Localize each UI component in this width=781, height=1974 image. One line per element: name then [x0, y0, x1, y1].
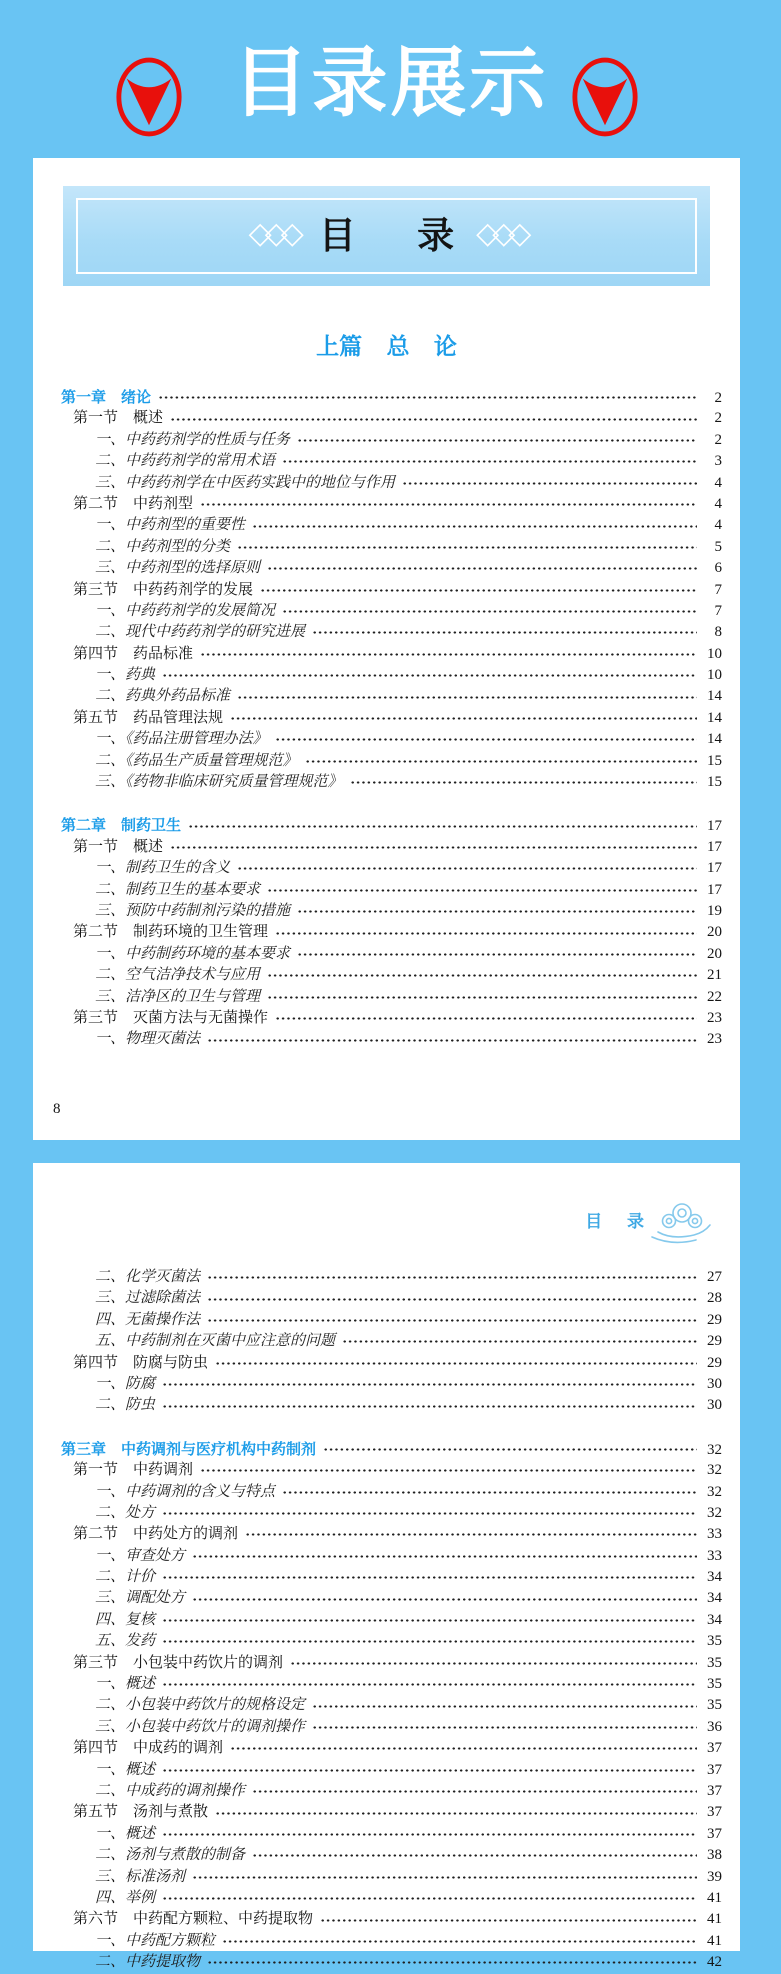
toc-leader-dots — [162, 1639, 697, 1644]
toc-entry — [33, 1288, 722, 1309]
toc-entry — [33, 1310, 722, 1331]
toc-leader-dots — [297, 952, 697, 957]
toc-entry-title: 一、中药调剂的含义与特点 — [95, 1483, 276, 1500]
toc-entry — [33, 1717, 722, 1738]
diamond-ornament-right-icon: ◇◇◇ — [476, 216, 525, 251]
toc-leader-dots — [158, 395, 697, 400]
toc-entry — [33, 1588, 722, 1609]
toc-leader-dots — [245, 1532, 697, 1537]
toc-entry — [33, 965, 722, 986]
toc-entry — [33, 1845, 722, 1866]
toc-leader-dots — [192, 1875, 697, 1880]
toc-entry — [33, 1674, 722, 1695]
toc-header-box — [63, 186, 710, 286]
toc-entry-page: 5 — [714, 538, 722, 555]
folio-page-number: 8 — [53, 1101, 61, 1117]
banner-title: 目录展示 — [232, 42, 549, 126]
toc-entry-page: 37 — [707, 1804, 722, 1821]
toc-entry-title: 一、制药卫生的含义 — [95, 860, 231, 877]
toc-entry-title: 第三节 灭菌方法与无菌操作 — [73, 1009, 269, 1026]
toc-entry — [33, 858, 722, 879]
toc-entry-page: 7 — [714, 581, 722, 598]
toc-entry — [33, 1653, 722, 1674]
toc-entry-page: 33 — [707, 1547, 722, 1564]
toc-entry — [33, 944, 722, 965]
toc-entry — [33, 1546, 722, 1567]
toc-list-page2 — [33, 1267, 740, 1974]
toc-leader-dots — [275, 1016, 697, 1021]
toc-leader-dots — [237, 545, 697, 550]
toc-entry — [33, 622, 722, 643]
toc-entry-title: 第一节 概述 — [73, 410, 164, 427]
toc-leader-dots — [267, 888, 697, 893]
toc-leader-dots — [207, 1038, 697, 1043]
toc-entry-title: 一、中药制药环境的基本要求 — [95, 945, 291, 962]
toc-entry-title: 二、《药品生产质量管理规范》 — [95, 752, 298, 769]
toc-entry-title: 一、防腐 — [95, 1375, 156, 1392]
toc-leader-dots — [162, 673, 697, 678]
toc-leader-dots — [282, 1490, 697, 1495]
toc-leader-dots — [215, 1361, 697, 1366]
toc-entry-page: 39 — [707, 1868, 722, 1885]
toc-leader-dots — [260, 588, 697, 593]
toc-entry-title: 二、处方 — [95, 1504, 156, 1521]
toc-leader-dots — [237, 866, 697, 871]
running-header — [33, 1195, 740, 1243]
toc-entry-title: 二、小包装中药饮片的规格设定 — [95, 1697, 306, 1714]
toc-leader-dots — [275, 931, 697, 936]
toc-leader-dots — [207, 1318, 697, 1323]
toc-entry-title: 一、概述 — [95, 1676, 156, 1693]
toc-entry-page: 7 — [714, 602, 722, 619]
toc-entry-title: 三、过滤除菌法 — [95, 1290, 201, 1307]
toc-entry-page: 29 — [707, 1311, 722, 1328]
toc-entry-page: 10 — [707, 645, 722, 662]
toc-leader-dots — [230, 1746, 697, 1751]
toc-leader-dots — [192, 1597, 697, 1602]
toc-leader-dots — [320, 1918, 697, 1923]
toc-entry-page: 35 — [707, 1697, 722, 1714]
toc-entry-title: 二、中药药剂学的常用术语 — [95, 453, 276, 470]
toc-entry — [33, 1888, 722, 1909]
toc-entry-title: 三、小包装中药饮片的调剂操作 — [95, 1718, 306, 1735]
toc-entry — [33, 1331, 722, 1352]
toc-entry-page: 28 — [707, 1290, 722, 1307]
toc-entry — [33, 494, 722, 515]
toc-entry-title: 一、药典 — [95, 667, 156, 684]
toc-entry-page: 22 — [707, 988, 722, 1005]
toc-entry-title: 四、复核 — [95, 1611, 156, 1628]
toc-leader-dots — [162, 1575, 697, 1580]
toc-entry-title: 三、预防中药制剂污染的措施 — [95, 902, 291, 919]
toc-leader-dots — [188, 824, 697, 829]
toc-entry — [33, 1567, 722, 1588]
toc-entry-page: 38 — [707, 1847, 722, 1864]
toc-entry-title: 三、标准汤剂 — [95, 1868, 186, 1885]
toc-entry — [33, 537, 722, 558]
toc-entry-page: 37 — [707, 1825, 722, 1842]
toc-entry-page: 34 — [707, 1569, 722, 1586]
toc-entry — [33, 1867, 722, 1888]
toc-entry-page: 32 — [707, 1441, 722, 1458]
toc-leader-dots — [192, 1554, 697, 1559]
toc-entry-title: 第一章 绪论 — [61, 389, 152, 406]
toc-entry — [33, 880, 722, 901]
toc-entry-title: 第一节 中药调剂 — [73, 1462, 194, 1479]
toc-entry — [33, 1029, 722, 1050]
toc-entry-page: 35 — [707, 1633, 722, 1650]
toc-leader-dots — [200, 1468, 697, 1473]
toc-entry — [33, 1695, 722, 1716]
toc-entry — [33, 1524, 722, 1545]
toc-entry — [33, 751, 722, 772]
toc-entry-page: 23 — [707, 1009, 722, 1026]
toc-entry — [33, 1909, 722, 1930]
toc-entry-title: 一、概述 — [95, 1761, 156, 1778]
toc-entry-page: 36 — [707, 1718, 722, 1735]
toc-leader-dots — [312, 1704, 697, 1709]
toc-entry — [33, 901, 722, 922]
toc-leader-dots — [162, 1404, 697, 1409]
toc-leader-dots — [402, 481, 697, 486]
toc-entry — [33, 515, 722, 536]
toc-entry-page: 17 — [707, 838, 722, 855]
toc-entry-title: 二、防虫 — [95, 1397, 156, 1414]
toc-leader-dots — [252, 1789, 697, 1794]
toc-entry — [33, 1760, 722, 1781]
toc-entry-page: 37 — [707, 1782, 722, 1799]
toc-leader-dots — [162, 1896, 697, 1901]
toc-entry-title: 二、药典外药品标准 — [95, 688, 231, 705]
toc-leader-dots — [267, 995, 697, 1000]
toc-entry-page: 41 — [707, 1889, 722, 1906]
toc-entry-page: 14 — [707, 688, 722, 705]
toc-entry — [33, 1952, 722, 1973]
toc-leader-dots — [207, 1275, 697, 1280]
toc-entry-page: 29 — [707, 1333, 722, 1350]
toc-entry-page: 34 — [707, 1611, 722, 1628]
part-heading: 上篇 总 论 — [316, 333, 457, 359]
toc-entry-title: 二、汤剂与煮散的制备 — [95, 1847, 246, 1864]
toc-leader-dots — [282, 609, 697, 614]
toc-entry — [33, 387, 722, 408]
toc-leader-dots — [237, 695, 697, 700]
toc-leader-dots — [323, 1447, 697, 1452]
toc-leader-dots — [215, 1811, 697, 1816]
toc-entry — [33, 1482, 722, 1503]
toc-entry-title: 一、《药品注册管理办法》 — [95, 731, 268, 748]
toc-entry — [33, 729, 722, 750]
toc-leader-dots — [267, 973, 697, 978]
toc-entry-title: 二、制药卫生的基本要求 — [95, 881, 261, 898]
toc-entry-title: 第五节 药品管理法规 — [73, 709, 224, 726]
toc-entry-page: 41 — [707, 1932, 722, 1949]
toc-entry-title: 第三节 小包装中药饮片的调剂 — [73, 1654, 284, 1671]
toc-entry-title: 三、《药物非临床研究质量管理规范》 — [95, 774, 343, 791]
toc-entry-title: 第一节 概述 — [73, 838, 164, 855]
toc-entry-page: 29 — [707, 1354, 722, 1371]
toc-leader-dots — [222, 1939, 697, 1944]
toc-leader-dots — [312, 1725, 697, 1730]
toc-leader-dots — [207, 1297, 697, 1302]
toc-leader-dots — [305, 759, 697, 764]
toc-entry-title: 第三节 中药药剂学的发展 — [73, 581, 254, 598]
toc-entry-page: 14 — [707, 709, 722, 726]
toc-entry-page: 2 — [714, 410, 722, 427]
toc-entry — [33, 408, 722, 429]
toc-entry-page: 19 — [707, 902, 722, 919]
toc-entry — [33, 1738, 722, 1759]
toc-entry-title: 四、无菌操作法 — [95, 1311, 201, 1328]
toc-entry-title: 第四节 防腐与防虫 — [73, 1354, 209, 1371]
toc-leader-dots — [162, 1832, 697, 1837]
toc-entry-page: 17 — [707, 818, 722, 835]
toc-leader-dots — [350, 780, 697, 785]
toc-leader-dots — [252, 524, 697, 529]
toc-leader-dots — [200, 502, 697, 507]
toc-entry — [33, 686, 722, 707]
toc-entry-title: 二、中药剂型的分类 — [95, 538, 231, 555]
toc-entry — [33, 922, 722, 943]
toc-entry-title: 五、发药 — [95, 1633, 156, 1650]
toc-entry — [33, 601, 722, 622]
toc-entry — [33, 772, 722, 793]
toc-page-title: 目 录 — [318, 215, 455, 257]
banner — [0, 0, 781, 158]
running-header-title: 目 录 — [585, 1211, 644, 1231]
down-arrow-badge-icon — [570, 54, 640, 140]
toc-entry-page: 2 — [714, 431, 722, 448]
toc-entry-page: 21 — [707, 967, 722, 984]
toc-entry-page: 27 — [707, 1269, 722, 1285]
toc-entry-title: 二、中药提取物 — [95, 1954, 201, 1971]
toc-entry — [33, 815, 722, 836]
toc-entry-page: 30 — [707, 1375, 722, 1392]
toc-entry-title: 一、概述 — [95, 1825, 156, 1842]
toc-entry-page: 17 — [707, 881, 722, 898]
toc-entry — [33, 708, 722, 729]
toc-entry — [33, 580, 722, 601]
toc-entry — [33, 644, 722, 665]
toc-entry-title: 一、中药剂型的重要性 — [95, 517, 246, 534]
toc-entry-page: 41 — [707, 1911, 722, 1928]
toc-entry-page: 35 — [707, 1676, 722, 1693]
toc-entry — [33, 1374, 722, 1395]
toc-entry-title: 第二节 中药剂型 — [73, 495, 194, 512]
toc-leader-dots — [275, 737, 697, 742]
toc-entry-page: 10 — [707, 667, 722, 684]
toc-leader-dots — [207, 1960, 697, 1965]
toc-entry-title: 五、中药制剂在灭菌中应注意的问题 — [95, 1333, 336, 1350]
toc-entry-title: 三、洁净区的卫生与管理 — [95, 988, 261, 1005]
toc-entry-page: 32 — [707, 1483, 722, 1500]
toc-entry-title: 一、审查处方 — [95, 1547, 186, 1564]
toc-entry — [33, 1267, 722, 1288]
toc-leader-dots — [290, 1661, 697, 1666]
toc-entry-page: 37 — [707, 1740, 722, 1757]
toc-page-1 — [33, 158, 740, 1140]
toc-entry — [33, 558, 722, 579]
toc-entry — [33, 1460, 722, 1481]
toc-entry — [33, 1008, 722, 1029]
toc-entry — [33, 1439, 722, 1460]
toc-entry-title: 第三章 中药调剂与医疗机构中药制剂 — [61, 1440, 317, 1458]
toc-entry — [33, 1395, 722, 1416]
toc-leader-dots — [282, 459, 697, 464]
toc-entry-title: 一、中药药剂学的性质与任务 — [95, 431, 291, 448]
toc-header-box-inner — [76, 198, 697, 274]
toc-entry-page: 35 — [707, 1654, 722, 1671]
toc-entry-title: 一、中药药剂学的发展简况 — [95, 602, 276, 619]
toc-entry-title: 二、空气洁净技术与应用 — [95, 967, 261, 984]
toc-entry-title: 二、计价 — [95, 1569, 156, 1586]
toc-entry — [33, 430, 722, 451]
toc-entry-page: 2 — [714, 390, 722, 406]
toc-leader-dots — [162, 1618, 697, 1623]
toc-entry-title: 第四节 中成药的调剂 — [73, 1740, 224, 1757]
toc-entry-page: 33 — [707, 1526, 722, 1543]
cloud-ornament-icon — [648, 1199, 714, 1247]
toc-leader-dots — [230, 716, 697, 721]
toc-entry — [33, 1631, 722, 1652]
toc-entry-title: 第二章 制药卫生 — [61, 817, 182, 835]
toc-entry — [33, 1802, 722, 1823]
toc-entry-page: 4 — [714, 517, 722, 534]
toc-leader-dots — [170, 417, 697, 422]
toc-leader-dots — [170, 845, 697, 850]
toc-entry — [33, 1503, 722, 1524]
toc-entry-page: 15 — [707, 774, 722, 791]
toc-entry-title: 二、中成药的调剂操作 — [95, 1782, 246, 1799]
toc-entry-page: 37 — [707, 1761, 722, 1778]
toc-entry — [33, 1781, 722, 1802]
toc-entry — [33, 837, 722, 858]
toc-entry-title: 三、调配处方 — [95, 1590, 186, 1607]
toc-entry-title: 一、中药配方颗粒 — [95, 1932, 216, 1949]
toc-entry-page: 32 — [707, 1504, 722, 1521]
toc-entry-page: 42 — [707, 1954, 722, 1971]
toc-leader-dots — [342, 1339, 697, 1344]
toc-leader-dots — [162, 1768, 697, 1773]
toc-entry-title: 第二节 中药处方的调剂 — [73, 1526, 239, 1543]
toc-entry-title: 四、举例 — [95, 1889, 156, 1906]
toc-entry-page: 15 — [707, 752, 722, 769]
toc-entry — [33, 665, 722, 686]
toc-entry-page: 17 — [707, 860, 722, 877]
toc-leader-dots — [200, 652, 697, 657]
toc-leader-dots — [252, 1853, 697, 1858]
toc-entry-page: 3 — [714, 453, 722, 470]
toc-entry-page: 14 — [707, 731, 722, 748]
toc-entry-title: 第六节 中药配方颗粒、中药提取物 — [73, 1911, 314, 1928]
toc-entry — [33, 987, 722, 1008]
toc-leader-dots — [312, 630, 697, 635]
toc-entry-page: 4 — [714, 495, 722, 512]
toc-entry-page: 20 — [707, 924, 722, 941]
toc-entry-page: 20 — [707, 945, 722, 962]
toc-entry-page: 30 — [707, 1397, 722, 1414]
toc-entry-page: 4 — [714, 474, 722, 491]
toc-list-page1 — [33, 387, 740, 1051]
toc-entry-page: 8 — [714, 624, 722, 641]
toc-entry-title: 第五节 汤剂与煮散 — [73, 1804, 209, 1821]
toc-leader-dots — [267, 566, 697, 571]
toc-entry — [33, 1824, 722, 1845]
toc-page-2 — [33, 1163, 740, 1971]
toc-entry — [33, 1610, 722, 1631]
toc-entry — [33, 473, 722, 494]
toc-entry-page: 23 — [707, 1031, 722, 1048]
toc-entry — [33, 451, 722, 472]
toc-entry-title: 第四节 药品标准 — [73, 645, 194, 662]
toc-entry-title: 三、中药剂型的选择原则 — [95, 560, 261, 577]
toc-entry-page: 34 — [707, 1590, 722, 1607]
toc-leader-dots — [162, 1682, 697, 1687]
toc-entry-title: 二、现代中药药剂学的研究进展 — [95, 624, 306, 641]
toc-entry-page: 32 — [707, 1462, 722, 1479]
toc-entry — [33, 1353, 722, 1374]
down-arrow-badge-icon — [114, 54, 184, 140]
toc-entry-title: 一、物理灭菌法 — [95, 1031, 201, 1048]
toc-leader-dots — [162, 1511, 697, 1516]
toc-entry-title: 三、中药药剂学在中医药实践中的地位与作用 — [95, 474, 396, 491]
toc-entry-title: 第二节 制药环境的卫生管理 — [73, 924, 269, 941]
toc-entry-page: 6 — [714, 560, 722, 577]
toc-leader-dots — [162, 1382, 697, 1387]
diamond-ornament-left-icon: ◇◇◇ — [248, 216, 297, 251]
toc-leader-dots — [297, 909, 697, 914]
toc-entry — [33, 1931, 722, 1952]
toc-entry-title: 二、化学灭菌法 — [95, 1269, 201, 1285]
toc-leader-dots — [297, 438, 697, 443]
